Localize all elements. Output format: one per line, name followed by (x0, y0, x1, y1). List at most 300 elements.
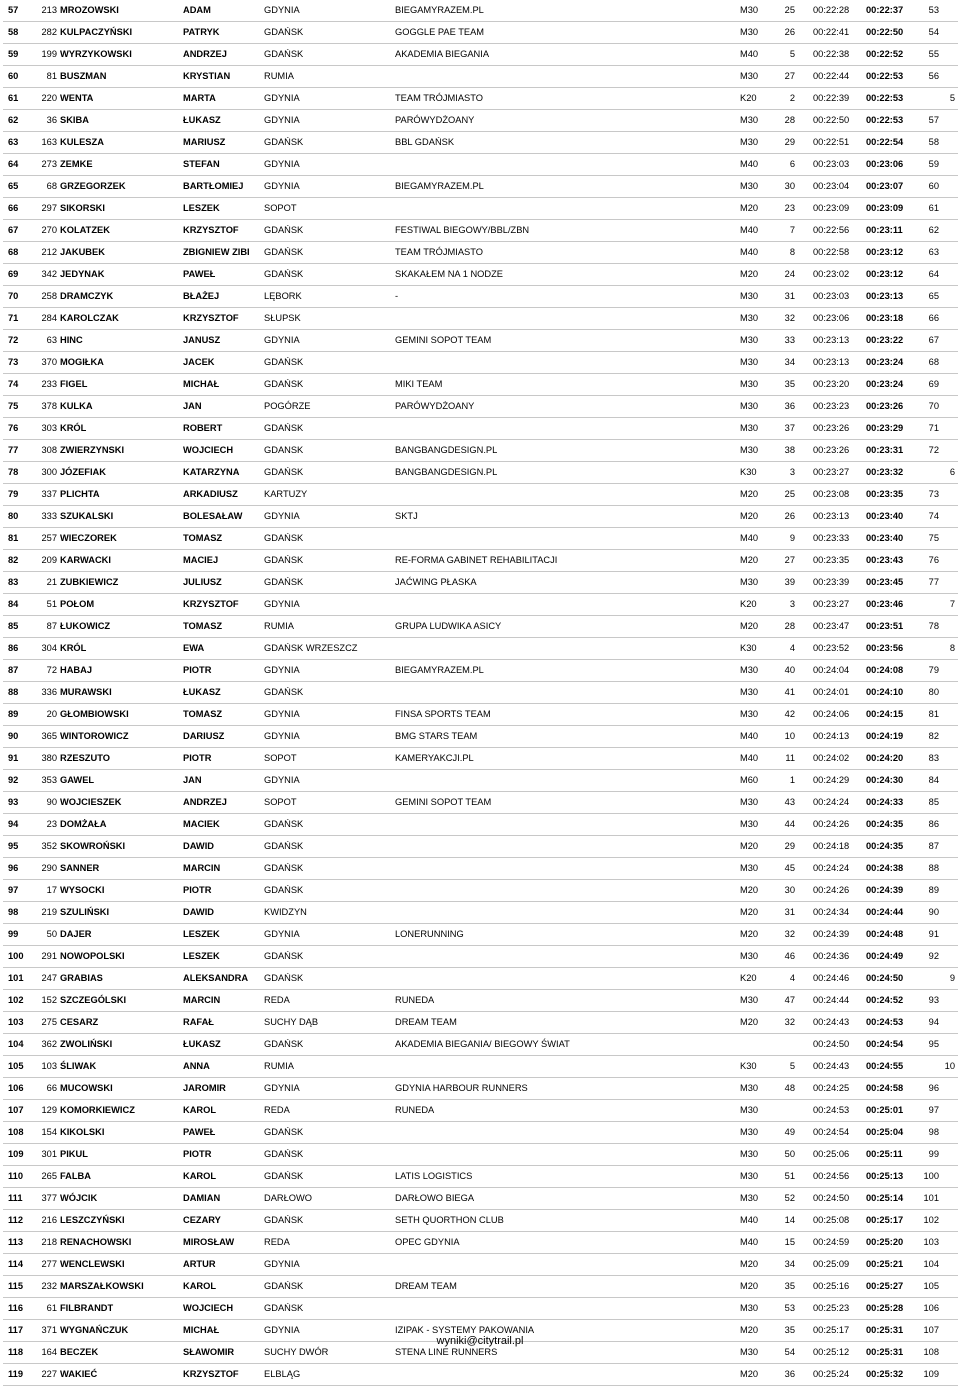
category-cell: M30 (740, 1193, 759, 1203)
bib-cell: 17 (46, 885, 57, 895)
position-cell: 94 (8, 819, 19, 829)
gun-time-cell: 00:23:09 (866, 203, 904, 213)
surname-cell: WINTOROWICZ (60, 731, 129, 741)
position-cell: 107 (8, 1105, 24, 1115)
category-cell: M30 (740, 1083, 759, 1093)
net-time-cell: 00:24:39 (813, 929, 850, 939)
category-position-cell: 32 (784, 1017, 795, 1027)
gun-time-cell: 00:24:10 (866, 687, 904, 697)
gun-time-cell: 00:23:46 (866, 599, 904, 609)
city-cell: SOPOT (264, 753, 297, 763)
gender-position-cell: 65 (928, 291, 939, 301)
first-name-cell: ANNA (183, 1061, 210, 1071)
club-cell: KAMERYAKCJI.PL (395, 753, 474, 763)
club-cell: TEAM TRÓJMIASTO (395, 93, 483, 103)
gun-time-cell: 00:24:35 (866, 841, 904, 851)
table-row (3, 946, 958, 968)
city-cell: GDAŃSK (264, 885, 304, 895)
city-cell: GDAŃSK (264, 27, 304, 37)
gun-time-cell: 00:23:32 (866, 467, 904, 477)
position-cell: 84 (8, 599, 19, 609)
surname-cell: ŁUKOWICZ (60, 621, 111, 631)
category-cell: M20 (740, 1259, 759, 1269)
gender-position-cell: 96 (928, 1083, 939, 1093)
first-name-cell: ADAM (183, 5, 211, 15)
category-cell: M20 (740, 929, 759, 939)
surname-cell: JÓZEFIAK (60, 467, 106, 477)
club-cell: BIEGAMYRAZEM.PL (395, 5, 484, 15)
net-time-cell: 00:23:26 (813, 423, 850, 433)
category-cell: M30 (740, 445, 759, 455)
city-cell: GDYNIA (264, 115, 300, 125)
category-position-cell: 14 (784, 1215, 795, 1225)
category-cell: M30 (740, 863, 759, 873)
position-cell: 73 (8, 357, 19, 367)
gender-position-cell: 53 (928, 5, 939, 15)
surname-cell: CESARZ (60, 1017, 99, 1027)
table-row (3, 154, 958, 176)
club-cell: GEMINI SOPOT TEAM (395, 335, 492, 345)
club-cell: BIEGAMYRAZEM.PL (395, 665, 484, 675)
table-row (3, 1056, 958, 1078)
surname-cell: WÓJCIK (60, 1193, 98, 1203)
position-cell: 89 (8, 709, 19, 719)
city-cell: GDAŃSK (264, 533, 304, 543)
city-cell: REDA (264, 995, 290, 1005)
surname-cell: WENCLEWSKI (60, 1259, 125, 1269)
club-cell: AKADEMIA BIEGANIA/ BIEGOWY ŚWIAT (395, 1039, 570, 1049)
club-cell: BIEGAMYRAZEM.PL (395, 181, 484, 191)
city-cell: GDYNIA (264, 929, 300, 939)
club-cell: OPEC GDYNIA (395, 1237, 460, 1247)
gender-position-cell: 59 (928, 159, 939, 169)
table-row (3, 858, 958, 880)
category-cell: M30 (740, 709, 759, 719)
first-name-cell: STEFAN (183, 159, 220, 169)
gender-position-cell: 58 (928, 137, 939, 147)
surname-cell: ZEMKE (60, 159, 93, 169)
bib-cell: 23 (46, 819, 57, 829)
category-cell: M20 (740, 203, 759, 213)
city-cell: GDAŃSK (264, 247, 304, 257)
first-name-cell: PAWEŁ (183, 269, 216, 279)
category-position-cell: 49 (784, 1127, 795, 1137)
category-position-cell: 32 (784, 313, 795, 323)
gun-time-cell: 00:22:50 (866, 27, 904, 37)
position-cell: 97 (8, 885, 19, 895)
gender-position-cell: 98 (928, 1127, 939, 1137)
surname-cell: KAROLCZAK (60, 313, 119, 323)
category-position-cell: 1 (789, 775, 795, 785)
first-name-cell: JAN (183, 401, 202, 411)
surname-cell: RENACHOWSKI (60, 1237, 132, 1247)
gender-position-cell: 71 (928, 423, 939, 433)
gender-position-cell: 105 (923, 1281, 939, 1291)
city-cell: GDAŃSK (264, 225, 304, 235)
club-cell: IZIPAK - SYSTEMY PAKOWANIA (395, 1325, 535, 1335)
first-name-cell: KRZYSZTOF (183, 313, 239, 323)
club-cell: BBL GDAŃSK (395, 137, 455, 147)
net-time-cell: 00:24:56 (813, 1171, 850, 1181)
category-cell: K30 (740, 1061, 757, 1071)
position-cell: 86 (8, 643, 19, 653)
gun-time-cell: 00:24:19 (866, 731, 904, 741)
category-cell: M30 (740, 1149, 759, 1159)
category-position-cell: 25 (784, 489, 795, 499)
category-cell: M30 (740, 665, 759, 675)
surname-cell: WENTA (60, 93, 94, 103)
bib-cell: 63 (46, 335, 57, 345)
surname-cell: RZESZUTO (60, 753, 110, 763)
surname-cell: FILBRANDT (60, 1303, 114, 1313)
first-name-cell: ANDRZEJ (183, 797, 227, 807)
first-name-cell: KAROL (183, 1281, 217, 1291)
category-position-cell: 51 (784, 1171, 795, 1181)
category-position-cell: 15 (784, 1237, 795, 1247)
first-name-cell: JAN (183, 775, 202, 785)
surname-cell: SKOWROŃSKI (60, 841, 126, 851)
position-cell: 104 (8, 1039, 24, 1049)
city-cell: GDYNIA (264, 665, 300, 675)
category-cell: M20 (740, 621, 759, 631)
category-position-cell: 35 (784, 1325, 795, 1335)
city-cell: GDAŃSK (264, 1149, 304, 1159)
net-time-cell: 00:23:33 (813, 533, 850, 543)
city-cell: GDYNIA (264, 775, 300, 785)
category-position-cell: 2 (789, 93, 795, 103)
surname-cell: GAWEL (60, 775, 95, 785)
surname-cell: KRÓL (60, 423, 87, 433)
gun-time-cell: 00:25:21 (866, 1259, 904, 1269)
bib-cell: 213 (41, 5, 57, 15)
bib-cell: 50 (46, 929, 57, 939)
city-cell: GDAŃSK (264, 137, 304, 147)
gender-position-cell: 107 (923, 1325, 939, 1335)
net-time-cell: 00:22:56 (813, 225, 850, 235)
first-name-cell: BARTŁOMIEJ (183, 181, 244, 191)
city-cell: RUMIA (264, 621, 294, 631)
city-cell: GDYNIA (264, 731, 300, 741)
bib-cell: 36 (46, 115, 57, 125)
gender-position-cell: 10 (944, 1061, 955, 1071)
table-row (3, 1012, 958, 1034)
table-row (3, 1276, 958, 1298)
gun-time-cell: 00:24:50 (866, 973, 904, 983)
category-position-cell: 28 (784, 115, 795, 125)
category-position-cell: 47 (784, 995, 795, 1005)
surname-cell: GRZEGORZEK (60, 181, 126, 191)
table-row (3, 792, 958, 814)
city-cell: GDAŃSK (264, 49, 304, 59)
net-time-cell: 00:22:44 (813, 71, 850, 81)
table-row (3, 176, 958, 198)
surname-cell: LESZCZYŃSKI (60, 1215, 125, 1225)
category-position-cell: 33 (784, 335, 795, 345)
surname-cell: KRÓL (60, 643, 87, 653)
net-time-cell: 00:25:17 (813, 1325, 850, 1335)
category-cell: M30 (740, 357, 759, 367)
gender-position-cell: 78 (928, 621, 939, 631)
bib-cell: 129 (41, 1105, 57, 1115)
surname-cell: ŚLIWAK (60, 1061, 97, 1071)
first-name-cell: EWA (183, 643, 205, 653)
gender-position-cell: 62 (928, 225, 939, 235)
category-cell: K20 (740, 93, 757, 103)
gender-position-cell: 91 (928, 929, 939, 939)
table-row (3, 242, 958, 264)
gun-time-cell: 00:24:35 (866, 819, 904, 829)
gender-position-cell: 68 (928, 357, 939, 367)
category-position-cell: 9 (789, 533, 795, 543)
gun-time-cell: 00:23:12 (866, 247, 904, 257)
surname-cell: MROZOWSKI (60, 5, 119, 15)
bib-cell: 284 (41, 313, 57, 323)
first-name-cell: MARCIN (183, 995, 221, 1005)
category-position-cell: 35 (784, 1281, 795, 1291)
table-row (3, 1254, 958, 1276)
city-cell: SUCHY DĄB (264, 1017, 319, 1027)
table-row (3, 1188, 958, 1210)
position-cell: 63 (8, 137, 19, 147)
city-cell: GDYNIA (264, 1325, 300, 1335)
gun-time-cell: 00:23:51 (866, 621, 904, 631)
gun-time-cell: 00:24:53 (866, 1017, 904, 1027)
position-cell: 114 (8, 1259, 23, 1269)
first-name-cell: JAROMIR (183, 1083, 226, 1093)
table-row (3, 1210, 958, 1232)
surname-cell: KULESZA (60, 137, 104, 147)
gun-time-cell: 00:23:18 (866, 313, 904, 323)
category-cell: M20 (740, 511, 759, 521)
position-cell: 95 (8, 841, 19, 851)
category-position-cell: 3 (789, 467, 795, 477)
position-cell: 111 (8, 1193, 23, 1203)
position-cell: 76 (8, 423, 19, 433)
gun-time-cell: 00:22:53 (866, 115, 904, 125)
gender-position-cell: 79 (928, 665, 939, 675)
category-cell: M20 (740, 489, 759, 499)
first-name-cell: MICHAŁ (183, 1325, 220, 1335)
position-cell: 87 (8, 665, 19, 675)
category-position-cell: 53 (784, 1303, 795, 1313)
net-time-cell: 00:23:09 (813, 203, 850, 213)
net-time-cell: 00:22:51 (813, 137, 850, 147)
position-cell: 59 (8, 49, 19, 59)
category-cell: K20 (740, 973, 757, 983)
position-cell: 118 (8, 1347, 23, 1357)
position-cell: 72 (8, 335, 19, 345)
city-cell: GDAŃSK WRZESZCZ (264, 643, 358, 653)
position-cell: 109 (8, 1149, 24, 1159)
city-cell: SŁUPSK (264, 313, 301, 323)
club-cell: GDYNIA HARBOUR RUNNERS (395, 1083, 528, 1093)
surname-cell: FIGEL (60, 379, 88, 389)
bib-cell: 72 (46, 665, 57, 675)
first-name-cell: RAFAŁ (183, 1017, 214, 1027)
gender-position-cell: 5 (949, 93, 955, 103)
first-name-cell: LESZEK (183, 929, 220, 939)
net-time-cell: 00:25:24 (813, 1369, 850, 1379)
table-row (3, 1078, 958, 1100)
first-name-cell: KRZYSZTOF (183, 1369, 239, 1379)
position-cell: 78 (8, 467, 19, 477)
gender-position-cell: 88 (928, 863, 939, 873)
net-time-cell: 00:24:26 (813, 819, 850, 829)
surname-cell: FALBA (60, 1171, 91, 1181)
first-name-cell: ARKADIUSZ (183, 489, 238, 499)
surname-cell: BUSZMAN (60, 71, 107, 81)
table-row (3, 462, 958, 484)
bib-cell: 297 (41, 203, 57, 213)
table-row (3, 110, 958, 132)
gun-time-cell: 00:25:31 (866, 1325, 904, 1335)
club-cell: SKTJ (395, 511, 418, 521)
gender-position-cell: 94 (928, 1017, 939, 1027)
surname-cell: JEDYNAK (60, 269, 105, 279)
category-position-cell: 30 (784, 885, 795, 895)
net-time-cell: 00:23:06 (813, 313, 850, 323)
city-cell: REDA (264, 1237, 290, 1247)
net-time-cell: 00:24:29 (813, 775, 850, 785)
position-cell: 85 (8, 621, 19, 631)
position-cell: 105 (8, 1061, 24, 1071)
club-cell: SKAKAŁEM NA 1 NODZE (395, 269, 503, 279)
gender-position-cell: 9 (949, 973, 955, 983)
table-row (3, 1144, 958, 1166)
city-cell: GDYNIA (264, 181, 300, 191)
net-time-cell: 00:24:01 (813, 687, 850, 697)
first-name-cell: TOMASZ (183, 533, 223, 543)
net-time-cell: 00:22:39 (813, 93, 850, 103)
category-position-cell: 24 (784, 269, 795, 279)
gun-time-cell: 00:23:40 (866, 511, 904, 521)
table-row (3, 1100, 958, 1122)
gender-position-cell: 95 (928, 1039, 939, 1049)
category-cell: M40 (740, 159, 759, 169)
table-row (3, 638, 958, 660)
category-cell: M20 (740, 1325, 759, 1335)
position-cell: 113 (8, 1237, 23, 1247)
city-cell: GDAŃSK (264, 379, 304, 389)
table-row (3, 286, 958, 308)
first-name-cell: ŁUKASZ (183, 687, 221, 697)
first-name-cell: TOMASZ (183, 709, 223, 719)
gender-position-cell: 76 (928, 555, 939, 565)
gender-position-cell: 102 (923, 1215, 939, 1225)
category-cell: M30 (740, 1171, 759, 1181)
category-cell: M30 (740, 995, 759, 1005)
category-cell: M30 (740, 115, 759, 125)
position-cell: 67 (8, 225, 19, 235)
table-row (3, 484, 958, 506)
city-cell: GDYNIA (264, 599, 300, 609)
surname-cell: GŁOMBIOWSKI (60, 709, 129, 719)
table-row (3, 902, 958, 924)
net-time-cell: 00:22:50 (813, 115, 850, 125)
category-position-cell: 27 (784, 555, 795, 565)
gun-time-cell: 00:23:24 (866, 379, 904, 389)
category-position-cell: 34 (784, 1259, 795, 1269)
position-cell: 62 (8, 115, 19, 125)
net-time-cell: 00:24:50 (813, 1039, 850, 1049)
net-time-cell: 00:23:13 (813, 511, 850, 521)
first-name-cell: ZBIGNIEW ZIBI (183, 247, 250, 257)
category-position-cell: 8 (789, 247, 795, 257)
surname-cell: SZUKALSKI (60, 511, 114, 521)
table-row (3, 594, 958, 616)
city-cell: GDANSK (264, 445, 304, 455)
gender-position-cell: 97 (928, 1105, 939, 1115)
gender-position-cell: 61 (928, 203, 939, 213)
bib-cell: 66 (46, 1083, 57, 1093)
position-cell: 64 (8, 159, 19, 169)
position-cell: 110 (8, 1171, 23, 1181)
bib-cell: 21 (46, 577, 57, 587)
city-cell: RUMIA (264, 1061, 294, 1071)
gun-time-cell: 00:23:06 (866, 159, 904, 169)
net-time-cell: 00:25:08 (813, 1215, 850, 1225)
bib-cell: 365 (41, 731, 57, 741)
bib-cell: 337 (41, 489, 57, 499)
gender-position-cell: 83 (928, 753, 939, 763)
position-cell: 93 (8, 797, 19, 807)
category-position-cell: 40 (784, 665, 795, 675)
gun-time-cell: 00:24:58 (866, 1083, 904, 1093)
gun-time-cell: 00:25:14 (866, 1193, 904, 1203)
table-row (3, 682, 958, 704)
bib-cell: 258 (41, 291, 57, 301)
net-time-cell: 00:24:44 (813, 995, 850, 1005)
bib-cell: 308 (41, 445, 57, 455)
position-cell: 102 (8, 995, 24, 1005)
net-time-cell: 00:23:08 (813, 489, 850, 499)
club-cell: RUNEDA (395, 1105, 435, 1115)
club-cell: GOGGLE PAE TEAM (395, 27, 485, 37)
position-cell: 101 (8, 973, 24, 983)
category-position-cell: 29 (784, 137, 795, 147)
bib-cell: 300 (41, 467, 57, 477)
category-position-cell: 42 (784, 709, 795, 719)
bib-cell: 257 (41, 533, 57, 543)
category-cell: K30 (740, 643, 757, 653)
net-time-cell: 00:23:47 (813, 621, 850, 631)
surname-cell: NOWOPOLSKI (60, 951, 125, 961)
gun-time-cell: 00:23:31 (866, 445, 904, 455)
category-cell: M30 (740, 1127, 759, 1137)
category-position-cell: 48 (784, 1083, 795, 1093)
surname-cell: SIKORSKI (60, 203, 105, 213)
category-position-cell: 25 (784, 5, 795, 15)
surname-cell: KULPACZYŃSKI (60, 27, 133, 37)
city-cell: GDYNIA (264, 159, 300, 169)
net-time-cell: 00:24:54 (813, 1127, 850, 1137)
bib-cell: 304 (41, 643, 57, 653)
gun-time-cell: 00:22:54 (866, 137, 904, 147)
category-position-cell: 7 (789, 225, 795, 235)
bib-cell: 377 (41, 1193, 57, 1203)
net-time-cell: 00:24:24 (813, 797, 850, 807)
gender-position-cell: 89 (928, 885, 939, 895)
city-cell: GDAŃSK (264, 973, 304, 983)
category-cell: M40 (740, 247, 759, 257)
surname-cell: ZWIERZYNSKI (60, 445, 125, 455)
position-cell: 82 (8, 555, 19, 565)
gender-position-cell: 106 (923, 1303, 939, 1313)
category-cell: M30 (740, 423, 759, 433)
bib-cell: 352 (41, 841, 57, 851)
position-cell: 80 (8, 511, 19, 521)
net-time-cell: 00:23:23 (813, 401, 850, 411)
